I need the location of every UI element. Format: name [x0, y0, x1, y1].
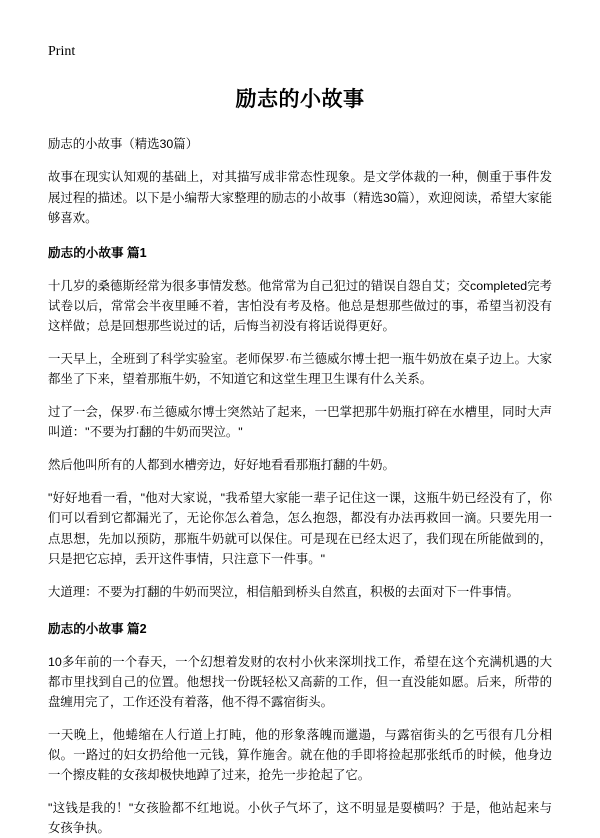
section-1-paragraph-4: 然后他叫所有的人都到水槽旁边，好好地看看那瓶打翻的牛奶。 [48, 458, 395, 473]
section-2-paragraph-1: 10多年前的一个春天，一个幻想着发财的农村小伙来深圳找工作，希望在这个充满机遇的大都市里找到自己的位置。他想找一份既轻松又高薪的工作，但一直没能如愿。后来，所带的盘缠用完了，工作还没有着落，他不得不露宿街头。 [48, 654, 552, 709]
section-1-paragraph-3: 过了一会，保罗·布兰德威尔博士突然站了起来，一巴掌把那牛奶瓶打碎在水槽里，同时大声叫道："不要为打翻的牛奶而哭泣。" [48, 405, 552, 440]
print-link[interactable]: Print [48, 44, 76, 59]
section-1-paragraph-2: 一天早上，全班到了科学实验室。老师保罗·布兰德威尔博士把一瓶牛奶放在桌子边上。大家都坐了下来，望着那瓶牛奶，不知道它和这堂生理卫生课有什么关系。 [48, 351, 552, 386]
intro-paragraph: 故事在现实认知观的基础上，对其描写成非常态性现象。是文学体裁的一种，侧重于事件发展过程的描述。以下是小编帮大家整理的励志的小故事（精选30篇），欢迎阅读，希望大家能够喜欢。 [48, 170, 552, 225]
section-1-paragraph-5: "好好地看一看，"他对大家说，"我希望大家能一辈子记住这一课，这瓶牛奶已经没有了，你们可以看到它都漏光了，无论你怎么着急，怎么抱怨，都没有办法再救回一滴。只要先用一点思想，先加以预防，那瓶牛奶就可以保住。可是现在已经太迟了，我们现在所能做到的，只是把它忘掉，丢开这件事情，只注意下一件事。" [48, 491, 552, 566]
section-heading-2: 励志的小故事 篇2 [48, 621, 147, 636]
section-1-paragraph-6: 大道理：不要为打翻的牛奶而哭泣，相信船到桥头自然直，积极的去面对下一件事情。 [48, 584, 519, 599]
page-title: 励志的小故事 [235, 87, 365, 111]
section-1-paragraph-1: 十几岁的桑德斯经常为很多事情发愁。他常常为自己犯过的错误自怨自艾；交completed完考试卷以后，常常会半夜里睡不着，害怕没有考及格。他总是想那些做过的事，希望当初没有这样做；总是回想那些说过的话，后悔当初没有将话说得更好。 [48, 278, 552, 333]
section-2-paragraph-2: 一天晚上，他蜷缩在人行道上打盹，他的形象落魄而邋遢，与露宿街头的乞丐很有几分相似。一路过的妇女扔给他一元钱，算作施舍。就在他的手即将捡起那张纸币的时候，他身边一个擦皮鞋的女孩却极快地踔了过来，抢先一步抢起了它。 [48, 727, 552, 783]
section-2-paragraph-3: "这钱是我的！"女孩脸都不红地说。小伙子气坏了，这不明显是耍横吗？于是，他站起来与女孩争执。 [48, 801, 552, 836]
document-subtitle: 励志的小故事（精选30篇） [48, 136, 199, 151]
section-heading-1: 励志的小故事 篇1 [48, 245, 147, 260]
